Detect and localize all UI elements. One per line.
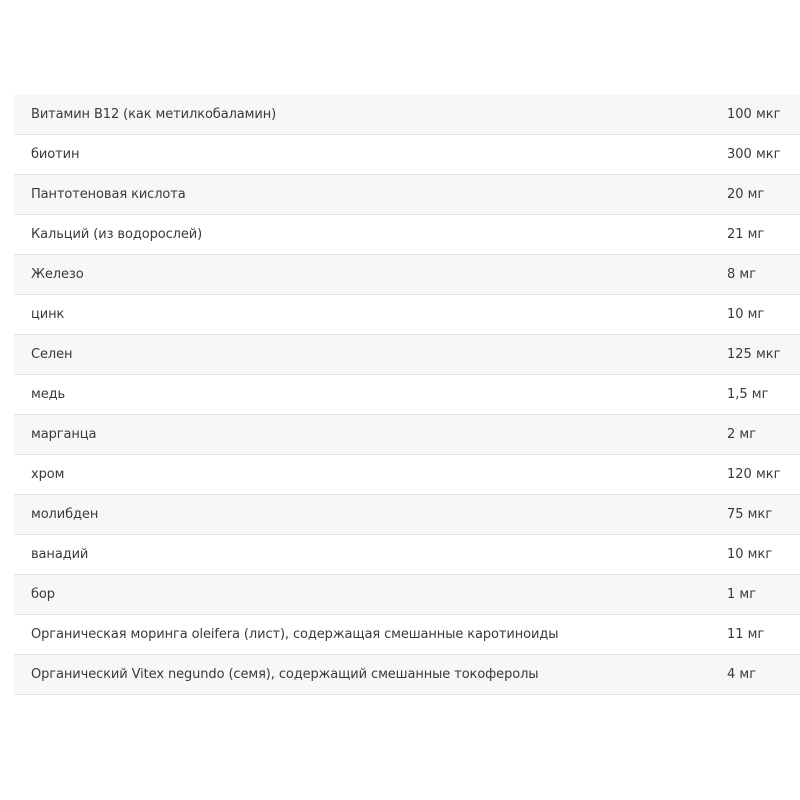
nutrient-name: ванадий	[31, 547, 89, 562]
nutrient-amount: 10 мг	[727, 307, 765, 322]
table-row	[14, 295, 800, 335]
nutrient-name: молибден	[31, 507, 99, 522]
nutrient-name: цинк	[31, 307, 65, 322]
nutrient-amount: 1,5 мг	[727, 387, 769, 402]
nutrient-name: хром	[31, 467, 65, 482]
table-row	[14, 255, 800, 295]
nutrient-name: Железо	[31, 267, 84, 282]
nutrient-amount: 100 мкг	[727, 107, 781, 122]
table-row	[14, 655, 800, 695]
nutrient-amount: 10 мкг	[727, 547, 773, 562]
nutrient-name: Кальций (из водорослей)	[31, 227, 203, 242]
nutrient-amount: 120 мкг	[727, 467, 781, 482]
nutrient-name: Витамин B12 (как метилкобаламин)	[31, 107, 277, 122]
nutrient-amount: 21 мг	[727, 227, 765, 242]
nutrient-amount: 300 мкг	[727, 147, 781, 162]
table-row	[14, 415, 800, 455]
table-row	[14, 535, 800, 575]
nutrient-name: Органическая моринга oleifera (лист), содержащая смешанные каротиноиды	[31, 627, 559, 642]
table-row	[14, 455, 800, 495]
nutrient-amount: 4 мг	[727, 667, 757, 682]
nutrient-amount: 1 мг	[727, 587, 757, 602]
table-row	[14, 615, 800, 655]
nutrient-name: марганца	[31, 427, 97, 442]
nutrient-amount: 8 мг	[727, 267, 757, 282]
nutrient-name: Селен	[31, 347, 73, 362]
nutrient-table	[14, 95, 800, 695]
nutrient-name: Органический Vitex negundo (семя), содержащий смешанные токоферолы	[31, 667, 539, 682]
nutrient-amount: 125 мкг	[727, 347, 781, 362]
nutrient-name: бор	[31, 587, 55, 602]
table-row	[14, 335, 800, 375]
nutrient-amount: 11 мг	[727, 627, 765, 642]
nutrient-name: биотин	[31, 147, 80, 162]
nutrient-amount: 20 мг	[727, 187, 765, 202]
table-row	[14, 375, 800, 415]
table-row	[14, 135, 800, 175]
table-row	[14, 95, 800, 135]
nutrient-name: медь	[31, 387, 66, 402]
table-row	[14, 575, 800, 615]
nutrient-amount: 75 мкг	[727, 507, 773, 522]
table-row	[14, 175, 800, 215]
table-row	[14, 495, 800, 535]
nutrient-amount: 2 мг	[727, 427, 757, 442]
nutrient-name: Пантотеновая кислота	[31, 187, 186, 202]
table-row	[14, 215, 800, 255]
